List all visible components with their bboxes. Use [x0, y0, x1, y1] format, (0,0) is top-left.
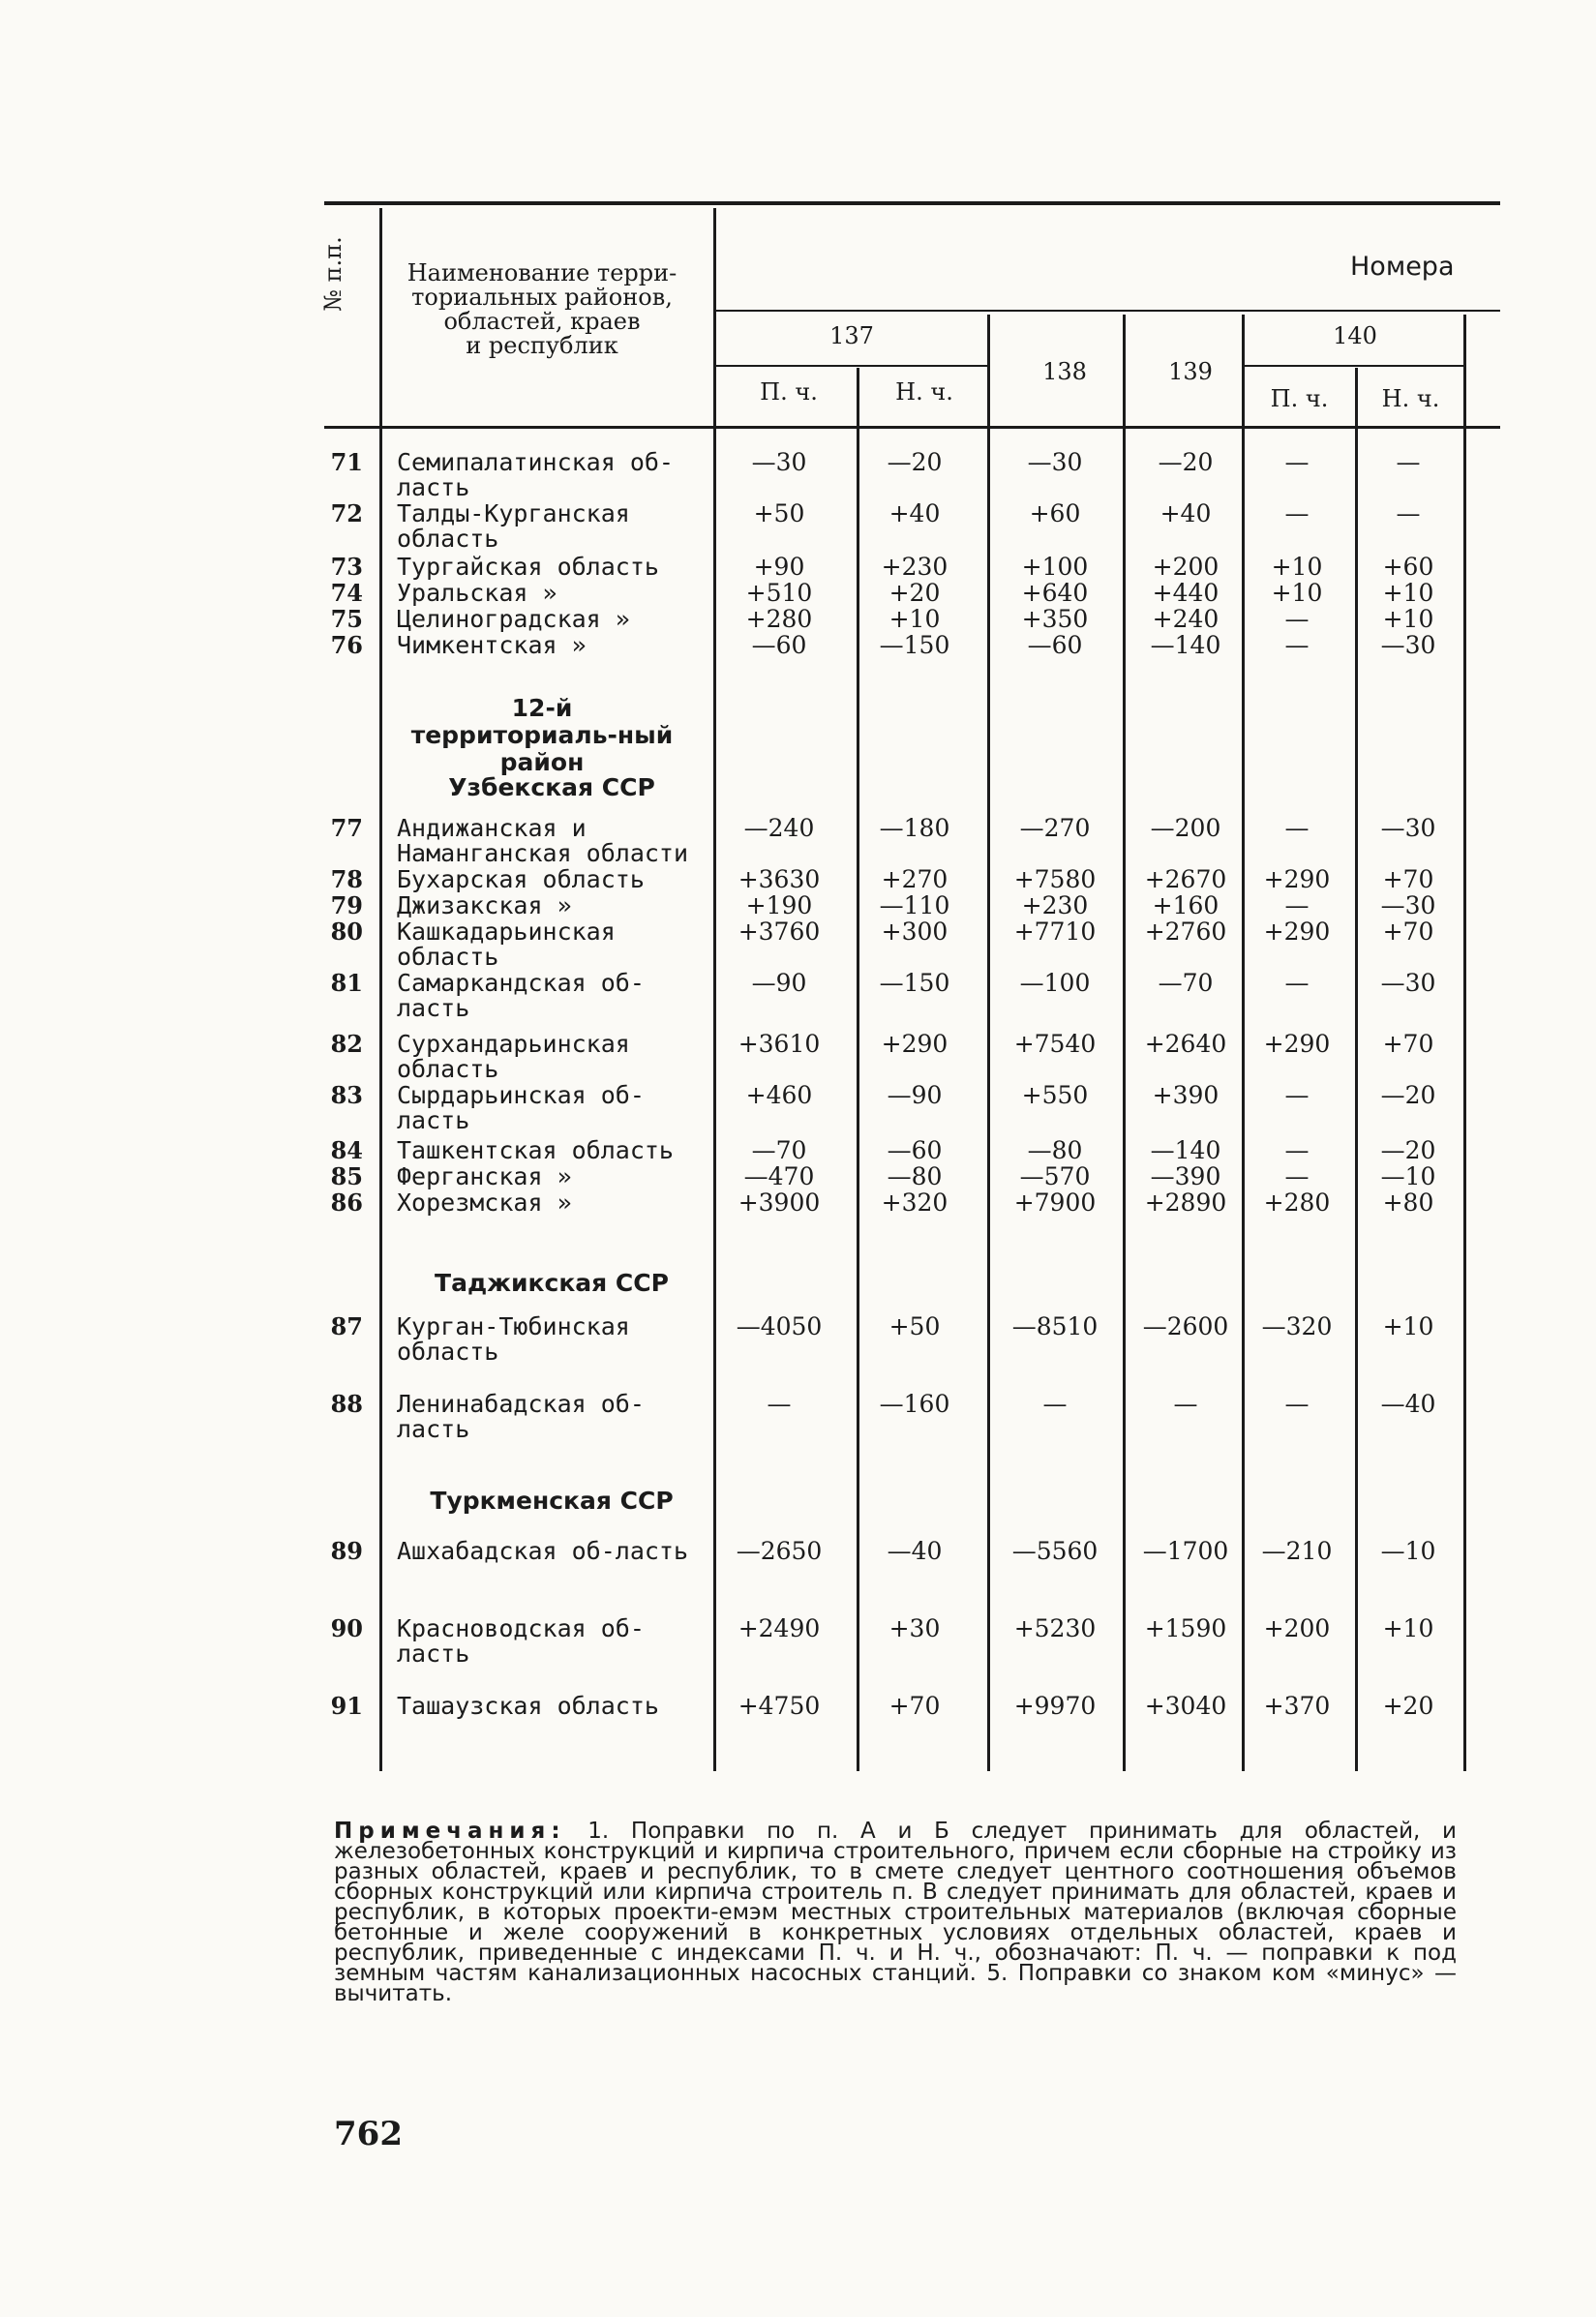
row-value: +2640 [1144, 1030, 1227, 1058]
header-name-line: ториальных районов, [411, 284, 673, 311]
row-region-name: Ферганская » [397, 1162, 572, 1190]
row-number: 78 [330, 865, 363, 893]
row-value: —180 [879, 814, 950, 842]
row-value: —240 [743, 814, 815, 842]
row-value: +10 [1382, 1312, 1434, 1340]
row-value: +230 [1021, 891, 1089, 919]
row-value: +80 [1382, 1189, 1434, 1217]
row-value: —570 [1019, 1162, 1091, 1190]
row-value: +280 [745, 605, 813, 633]
row-value: +3630 [738, 865, 821, 893]
header-137-nch: Н. ч. [895, 378, 953, 406]
row-value: +2670 [1144, 865, 1227, 893]
row-number: 89 [330, 1537, 363, 1565]
row-value: —30 [1380, 969, 1436, 997]
notes-text: 1. Поправки по п. А и Б следует принимать для областей, и железобетонных конструкций и кирпича строительного, причем если сборные на стройку из разных областей, краев и республик, то в смете следует центного соотношения объемов сборных конструкций или кирпича строитель п. В следует принимать для областей, краев и республик, в которых проекти-емэм местных строительных материалов (включая сборные бетонные и желе сооружений в конкретных условиях отдельных областей, краев и республик, приведенные с индексами П. ч. и Н. ч., обозначают: П. ч. — поправки к под земным частям канализационных насосных станций. 5. Поправки со знаком ком «минус» — вычитать. [334, 1819, 1457, 2006]
col-divider-138 [1123, 315, 1126, 1771]
section-district-12 [407, 695, 678, 776]
row-value: +10 [1382, 1614, 1434, 1642]
col-divider-137b [987, 315, 990, 1771]
row-value: +390 [1152, 1081, 1220, 1109]
row-value: +5230 [1013, 1614, 1097, 1642]
header-col-num: № п.п. [319, 236, 346, 312]
row-value: — [1396, 499, 1421, 527]
row-region-name: Самаркандская об-ласть [397, 969, 645, 1022]
row-value: —10 [1380, 1537, 1436, 1565]
row-region-name: Тургайская область [397, 553, 659, 581]
header-rule-groups [716, 310, 1500, 312]
table-top-rule [324, 201, 1500, 205]
row-value: +7900 [1013, 1189, 1097, 1217]
row-value: +10 [1271, 553, 1323, 581]
header-name-line: областей, краев [443, 308, 641, 335]
row-value: —90 [751, 969, 807, 997]
header-name-line: Наименование терри- [407, 259, 678, 286]
row-value: +2760 [1144, 918, 1227, 946]
row-value: +160 [1152, 891, 1220, 919]
row-value: +40 [888, 499, 941, 527]
row-value: +1590 [1144, 1614, 1227, 1642]
col-divider-right [1463, 315, 1466, 1771]
row-value: +70 [1382, 1030, 1434, 1058]
row-value: +4750 [738, 1692, 821, 1720]
row-number: 83 [330, 1081, 363, 1109]
row-region-name: Хорезмская » [397, 1189, 572, 1217]
row-value: —150 [879, 969, 950, 997]
row-value: —390 [1150, 1162, 1221, 1190]
row-value: —320 [1261, 1312, 1333, 1340]
row-value: +10 [1382, 579, 1434, 607]
row-value: +290 [1263, 1030, 1331, 1058]
header-rule-137 [716, 365, 987, 367]
row-value: +10 [1271, 579, 1323, 607]
row-number: 87 [330, 1312, 363, 1340]
row-value: +550 [1021, 1081, 1089, 1109]
header-name-line: и республик [466, 332, 618, 359]
header-bottom-rule [324, 426, 1500, 429]
row-value: —30 [1027, 448, 1083, 476]
row-value: —270 [1019, 814, 1091, 842]
row-value: +60 [1382, 553, 1434, 581]
row-value: — [1173, 1390, 1198, 1418]
row-value: —4050 [736, 1312, 823, 1340]
row-value: +50 [753, 499, 805, 527]
row-value: +20 [888, 579, 941, 607]
row-value: +70 [888, 1692, 941, 1720]
row-value: —200 [1150, 814, 1221, 842]
row-value: —70 [1158, 969, 1214, 997]
row-value: —20 [887, 448, 943, 476]
row-region-name: Ленинабадская об-ласть [397, 1390, 645, 1443]
row-value: — [1284, 631, 1310, 659]
row-value: —10 [1380, 1162, 1436, 1190]
row-region-name: Талды-Курганская область [397, 499, 630, 553]
row-value: +370 [1263, 1692, 1331, 1720]
row-value: — [1284, 814, 1310, 842]
section-uzbek-ssr: Узбекская ССР [448, 773, 655, 801]
row-value: —210 [1261, 1537, 1333, 1565]
row-value: —70 [751, 1136, 807, 1164]
row-value: —140 [1150, 1136, 1221, 1164]
header-group-137: 137 [829, 322, 874, 349]
row-value: +440 [1152, 579, 1220, 607]
table-notes [334, 1821, 1457, 2004]
row-value: —80 [887, 1162, 943, 1190]
row-value: +70 [1382, 918, 1434, 946]
row-region-name: Курган-Тюбинская область [397, 1312, 630, 1366]
row-value: +200 [1263, 1614, 1331, 1642]
row-value: +510 [745, 579, 813, 607]
row-value: +20 [1382, 1692, 1434, 1720]
row-number: 77 [330, 814, 363, 842]
row-value: +640 [1021, 579, 1089, 607]
header-group-139: 139 [1168, 358, 1213, 385]
header-140-pch: П. ч. [1270, 385, 1329, 412]
col-divider-140 [1355, 368, 1358, 1771]
row-value: —60 [751, 631, 807, 659]
row-value: —30 [751, 448, 807, 476]
row-value: +320 [881, 1189, 949, 1217]
row-region-name: Целиноградская » [397, 605, 630, 633]
header-group-138: 138 [1042, 358, 1087, 385]
header-group-140: 140 [1333, 322, 1377, 349]
row-value: +40 [1159, 499, 1212, 527]
row-region-name: Ташкентская область [397, 1136, 674, 1164]
row-value: —20 [1380, 1136, 1436, 1164]
row-value: — [1284, 448, 1310, 476]
row-value: —40 [887, 1537, 943, 1565]
row-value: —30 [1380, 631, 1436, 659]
row-value: —30 [1380, 814, 1436, 842]
row-value: — [1284, 1136, 1310, 1164]
row-value: — [1284, 969, 1310, 997]
header-137-pch: П. ч. [760, 378, 818, 406]
row-number: 84 [330, 1136, 363, 1164]
row-value: +3610 [738, 1030, 821, 1058]
row-value: —5560 [1011, 1537, 1099, 1565]
row-value: +30 [888, 1614, 941, 1642]
row-number: 91 [330, 1692, 363, 1720]
row-value: —20 [1158, 448, 1214, 476]
row-region-name: Сурхандарьинская область [397, 1030, 630, 1083]
row-value: —2650 [736, 1537, 823, 1565]
row-number: 85 [330, 1162, 363, 1190]
row-number: 74 [330, 579, 363, 607]
row-value: +9970 [1013, 1692, 1097, 1720]
row-value: +290 [881, 1030, 949, 1058]
header-col-name [387, 261, 697, 358]
col-divider-num [379, 208, 382, 1771]
row-number: 76 [330, 631, 363, 659]
row-region-name: Сырдарьинская об-ласть [397, 1081, 645, 1134]
header-140-nch: Н. ч. [1381, 385, 1440, 412]
row-value: — [1284, 499, 1310, 527]
row-region-name: Семипалатинская об-ласть [397, 448, 674, 501]
row-value: —40 [1380, 1390, 1436, 1418]
row-region-name: Уральская » [397, 579, 557, 607]
row-value: +280 [1263, 1189, 1331, 1217]
row-number: 71 [330, 448, 363, 476]
row-value: +290 [1263, 865, 1331, 893]
row-region-name: Чимкентская » [397, 631, 587, 659]
row-value: +7710 [1013, 918, 1097, 946]
row-value: —110 [879, 891, 950, 919]
notes-label: Примечания: [334, 1819, 566, 1844]
row-number: 88 [330, 1390, 363, 1418]
header-nomera: Номера [1350, 252, 1455, 282]
row-value: +230 [881, 553, 949, 581]
row-number: 86 [330, 1189, 363, 1217]
row-value: +60 [1029, 499, 1081, 527]
row-value: —30 [1380, 891, 1436, 919]
row-number: 75 [330, 605, 363, 633]
row-region-name: Ташаузская область [397, 1692, 659, 1720]
row-region-name: Бухарская область [397, 865, 645, 893]
row-value: +3040 [1144, 1692, 1227, 1720]
col-divider-137 [857, 368, 859, 1771]
row-number: 72 [330, 499, 363, 527]
row-value: —150 [879, 631, 950, 659]
row-value: +90 [753, 553, 805, 581]
row-value: —140 [1150, 631, 1221, 659]
row-value: —2600 [1142, 1312, 1229, 1340]
row-number: 82 [330, 1030, 363, 1058]
row-value: —90 [887, 1081, 943, 1109]
row-value: — [1284, 605, 1310, 633]
row-value: — [1396, 448, 1421, 476]
row-value: +460 [745, 1081, 813, 1109]
row-value: — [1284, 1390, 1310, 1418]
header-rule-140 [1242, 365, 1464, 367]
row-region-name: Ашхабадская об-ласть [397, 1537, 689, 1565]
section-turkmen-ssr: Туркменская ССР [430, 1487, 674, 1515]
row-number: 79 [330, 891, 363, 919]
row-value: — [1284, 1081, 1310, 1109]
row-value: +7580 [1013, 865, 1097, 893]
row-value: —470 [743, 1162, 815, 1190]
col-divider-name [713, 208, 716, 1771]
row-value: —20 [1380, 1081, 1436, 1109]
row-region-name: Кашкадарьинская область [397, 918, 616, 971]
row-value: +10 [888, 605, 941, 633]
row-number: 73 [330, 553, 363, 581]
section-tajik-ssr: Таджикская ССР [435, 1269, 669, 1297]
row-value: +10 [1382, 605, 1434, 633]
row-value: +7540 [1013, 1030, 1097, 1058]
row-number: 90 [330, 1614, 363, 1642]
row-value: — [1284, 1162, 1310, 1190]
col-divider-139 [1242, 315, 1245, 1771]
row-value: — [1042, 1390, 1068, 1418]
row-value: +350 [1021, 605, 1089, 633]
row-value: —100 [1019, 969, 1091, 997]
row-value: +290 [1263, 918, 1331, 946]
row-value: +70 [1382, 865, 1434, 893]
row-value: +200 [1152, 553, 1220, 581]
row-value: +50 [888, 1312, 941, 1340]
row-region-name: Красноводская об-ласть [397, 1614, 645, 1668]
row-value: +100 [1021, 553, 1089, 581]
row-value: +2490 [738, 1614, 821, 1642]
row-value: +190 [745, 891, 813, 919]
row-value: +270 [881, 865, 949, 893]
row-region-name: Андижанская и Наманганская области [397, 814, 689, 867]
row-value: +3760 [738, 918, 821, 946]
row-value: —160 [879, 1390, 950, 1418]
row-value: — [767, 1390, 792, 1418]
row-value: —1700 [1142, 1537, 1229, 1565]
row-value: —8510 [1011, 1312, 1099, 1340]
row-value: +240 [1152, 605, 1220, 633]
row-value: +3900 [738, 1189, 821, 1217]
row-region-name: Джизакская » [397, 891, 572, 919]
row-value: +2890 [1144, 1189, 1227, 1217]
row-value: — [1284, 891, 1310, 919]
row-number: 81 [330, 969, 363, 997]
page-number: 762 [334, 2115, 403, 2153]
row-value: +300 [881, 918, 949, 946]
row-value: —60 [887, 1136, 943, 1164]
row-value: —80 [1027, 1136, 1083, 1164]
row-number: 80 [330, 918, 363, 946]
row-value: —60 [1027, 631, 1083, 659]
section-title: 12-й территориаль-ный район [410, 694, 674, 776]
